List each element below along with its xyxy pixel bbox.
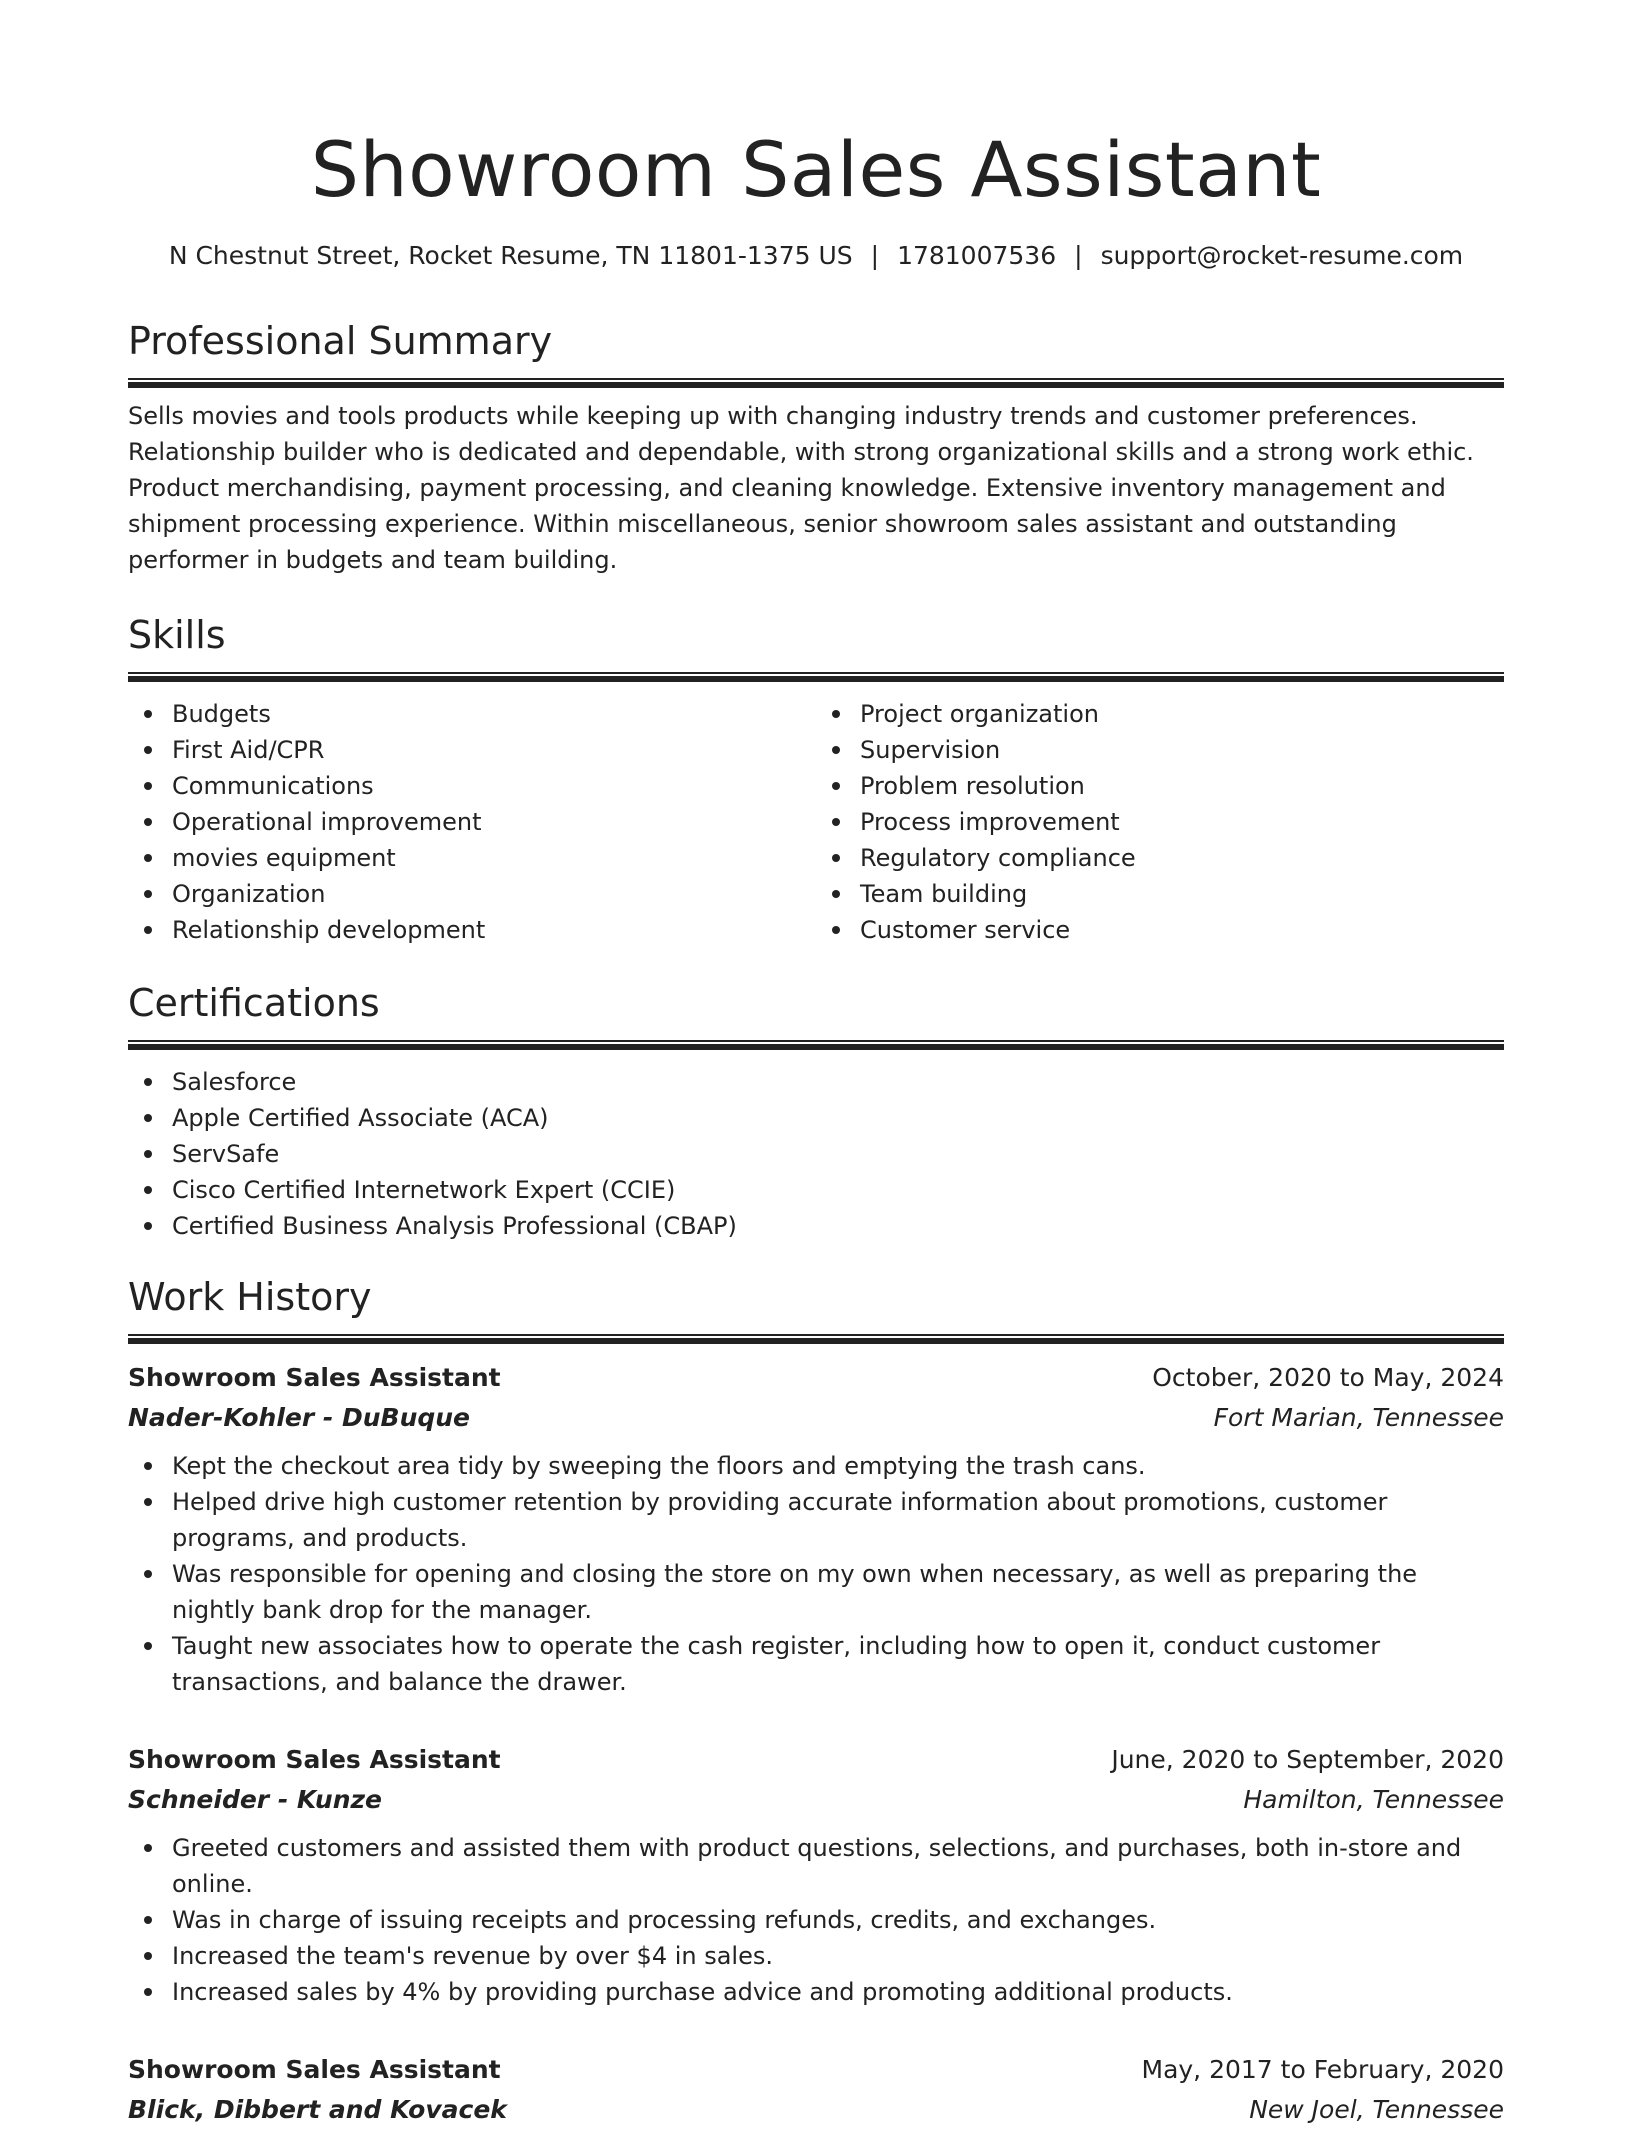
contact-address: N Chestnut Street, Rocket Resume, TN 11801-1375 US bbox=[168, 241, 853, 270]
certification-item: Salesforce bbox=[172, 1064, 1504, 1100]
skill-item: Customer service bbox=[860, 912, 1504, 948]
certifications-section bbox=[128, 978, 1504, 1244]
summary-section bbox=[128, 316, 1504, 578]
skill-item: Team building bbox=[860, 876, 1504, 912]
skills-heading: Skills bbox=[128, 613, 226, 657]
skill-item: Organization bbox=[172, 876, 816, 912]
section-divider bbox=[128, 1334, 1504, 1344]
job-duty: Increased sales by 4% by providing purchase advice and promoting additional products. bbox=[172, 1974, 1504, 2010]
skill-item: Project organization bbox=[860, 696, 1504, 732]
job-duty: Greeted customers and assisted them with product questions, selections, and purchases, both in-store and online. bbox=[172, 1830, 1504, 1902]
job-header-row bbox=[128, 1358, 1504, 1398]
job-entry bbox=[128, 1358, 1504, 1700]
section-divider bbox=[128, 672, 1504, 682]
skills-columns bbox=[128, 682, 1504, 948]
resume-name: Showroom Sales Assistant bbox=[310, 125, 1322, 214]
job-duty: Kept the checkout area tidy by sweeping the floors and emptying the trash cans. bbox=[172, 1448, 1504, 1484]
job-header-row bbox=[128, 2050, 1504, 2090]
skills-section bbox=[128, 610, 1504, 948]
job-company: Nader-Kohler - DuBuque bbox=[128, 1403, 471, 1432]
contact-phone: 1781007536 bbox=[897, 241, 1057, 270]
job-duty: Was responsible for opening and closing the store on my own when necessary, as well as preparing the nightly bank drop for the manager. bbox=[172, 1556, 1504, 1628]
certification-item: Cisco Certified Internetwork Expert (CCIE) bbox=[172, 1172, 1504, 1208]
job-duties-list bbox=[128, 1830, 1504, 2010]
job-subheader-row bbox=[128, 1780, 1504, 1820]
job-dates: May, 2017 to February, 2020 bbox=[1141, 2055, 1504, 2084]
skill-item: Problem resolution bbox=[860, 768, 1504, 804]
contact-email: support@rocket-resume.com bbox=[1100, 241, 1464, 270]
job-duty: Helped drive high customer retention by providing accurate information about promotions, customer programs, and products. bbox=[172, 1484, 1504, 1556]
job-title: Showroom Sales Assistant bbox=[128, 1363, 501, 1392]
work-history-section bbox=[128, 1272, 1504, 2130]
job-title: Showroom Sales Assistant bbox=[128, 2055, 501, 2084]
contact-separator: | bbox=[870, 241, 880, 270]
certification-item: ServSafe bbox=[172, 1136, 1504, 1172]
job-duty: Taught new associates how to operate the cash register, including how to open it, conduct customer transactions, and balance the drawer. bbox=[172, 1628, 1504, 1700]
contact-separator: | bbox=[1074, 241, 1083, 270]
job-duty: Was in charge of issuing receipts and processing refunds, credits, and exchanges. bbox=[172, 1902, 1504, 1938]
section-divider bbox=[128, 378, 1504, 388]
job-company: Schneider - Kunze bbox=[128, 1785, 383, 1814]
job-subheader-row bbox=[128, 2090, 1504, 2130]
job-dates: October, 2020 to May, 2024 bbox=[1152, 1363, 1504, 1392]
contact-line bbox=[128, 238, 1504, 274]
skill-item: Process improvement bbox=[860, 804, 1504, 840]
skills-list-right bbox=[816, 696, 1504, 948]
certification-item: Apple Certified Associate (ACA) bbox=[172, 1100, 1504, 1136]
job-location: Hamilton, Tennessee bbox=[1243, 1785, 1504, 1814]
summary-text: Sells movies and tools products while keeping up with changing industry trends and customer preferences. Relationship builder who is dedicated and dependable, with strong organizational skills and a strong work ethic. Product merchandising, payment processing, and cleaning knowledge. Extensive inventory management and shipment processing experience. Within miscellaneous, senior showroom sales assistant and outstanding performer in budgets and team building. bbox=[128, 402, 1474, 574]
skill-item: Regulatory compliance bbox=[860, 840, 1504, 876]
skill-item: Relationship development bbox=[172, 912, 816, 948]
section-divider bbox=[128, 1040, 1504, 1050]
work-history-heading: Work History bbox=[128, 1275, 372, 1319]
job-subheader-row bbox=[128, 1398, 1504, 1438]
certification-item: Certified Business Analysis Professional (CBAP) bbox=[172, 1208, 1504, 1244]
skill-item: First Aid/CPR bbox=[172, 732, 816, 768]
skills-list-left bbox=[128, 696, 816, 948]
job-header-row bbox=[128, 1740, 1504, 1780]
job-location: New Joel, Tennessee bbox=[1249, 2095, 1504, 2124]
skill-item: Operational improvement bbox=[172, 804, 816, 840]
job-dates: June, 2020 to September, 2020 bbox=[1111, 1745, 1504, 1774]
job-duty: Increased the team's revenue by over $4 in sales. bbox=[172, 1938, 1504, 1974]
job-entry bbox=[128, 1740, 1504, 2010]
certifications-list bbox=[128, 1064, 1504, 1244]
skill-item: movies equipment bbox=[172, 840, 816, 876]
job-company: Blick, Dibbert and Kovacek bbox=[128, 2095, 507, 2124]
summary-heading: Professional Summary bbox=[128, 319, 553, 363]
job-duties-list bbox=[128, 1448, 1504, 1700]
certifications-heading: Certifications bbox=[128, 981, 380, 1025]
skill-item: Supervision bbox=[860, 732, 1504, 768]
skill-item: Communications bbox=[172, 768, 816, 804]
skill-item: Budgets bbox=[172, 696, 816, 732]
job-entry bbox=[128, 2050, 1504, 2130]
job-location: Fort Marian, Tennessee bbox=[1213, 1403, 1504, 1432]
job-title: Showroom Sales Assistant bbox=[128, 1745, 501, 1774]
